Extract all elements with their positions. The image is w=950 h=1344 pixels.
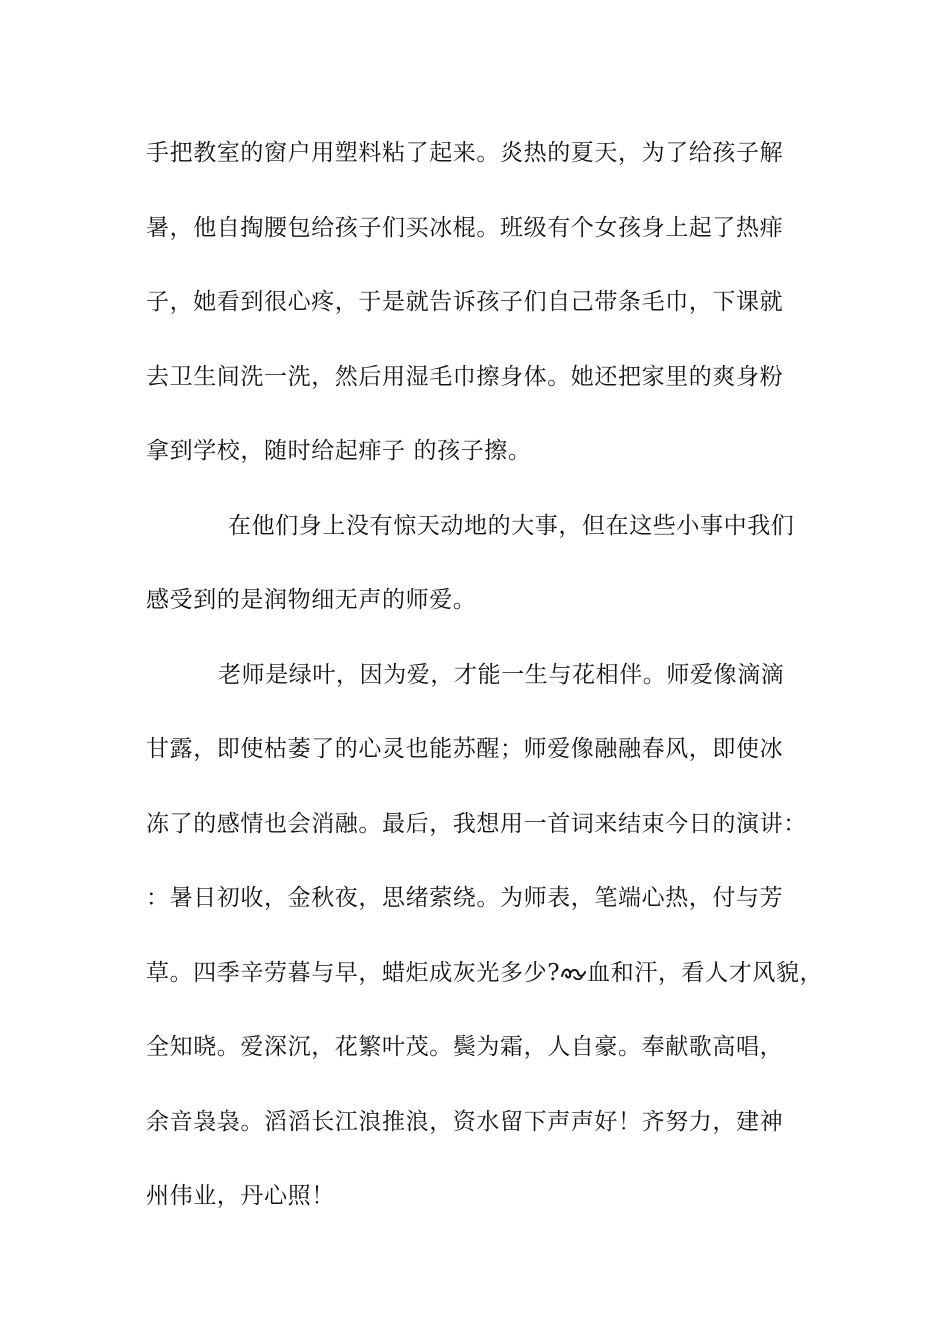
text-line-6: 在他们身上没有惊天动地的大事，但在这些小事中我们	[228, 512, 795, 539]
text-line-9: 甘露，即使枯萎了的心灵也能苏醒；师爱像融融春风，即使冰	[146, 736, 784, 762]
text-line-12-part-1: 草。四季辛劳暮与早，蜡炬成灰光多少?	[146, 959, 561, 986]
text-line-12	[146, 946, 826, 1021]
text-line-1: 手把教室的窗户用塑料粘了起来。炎热的夏天，为了给孩子解	[146, 140, 784, 166]
text-line-11: ：暑日初收，金秋夜，思绪萦绕。为师表，笔端心热，付与芳	[146, 885, 784, 911]
text-line-8: 老师是绿叶，因为爱，才能一生与花相伴。师爱像滴滴	[218, 661, 785, 688]
document-body	[146, 126, 826, 1244]
unrecognized-glyph-icon	[560, 964, 587, 982]
text-line-10: 冻了的感情也会消融。最后，我想用一首词来结束今日的演讲：	[146, 810, 807, 837]
text-line-7: 感受到的是润物细无声的师爱。	[146, 587, 477, 613]
text-line-3: 子，她看到很心疼，于是就告诉孩子们自己带条毛巾，下课就	[146, 289, 784, 315]
text-line-13: 全知晓。爱深沉，花繁叶茂。鬓为霜，人自豪。奉献歌高唱，	[146, 1034, 784, 1060]
text-line-5: 拿到学校，随时给起痱子 的孩子擦。	[146, 438, 532, 464]
text-line-2: 暑，他自掏腰包给孩子们买冰棍。班级有个女孩身上起了热痱	[146, 214, 784, 241]
text-line-12-part-2: 血和汗，看人才风貌，	[587, 959, 824, 986]
text-line-4: 去卫生间洗一洗，然后用湿毛巾擦身体。她还把家里的爽身粉	[146, 363, 784, 390]
text-line-15: 州伟业，丹心照！	[146, 1183, 335, 1209]
text-line-14: 余音袅袅。滔滔长江浪推浪，资水留下声声好！齐努力，建神	[146, 1108, 784, 1135]
